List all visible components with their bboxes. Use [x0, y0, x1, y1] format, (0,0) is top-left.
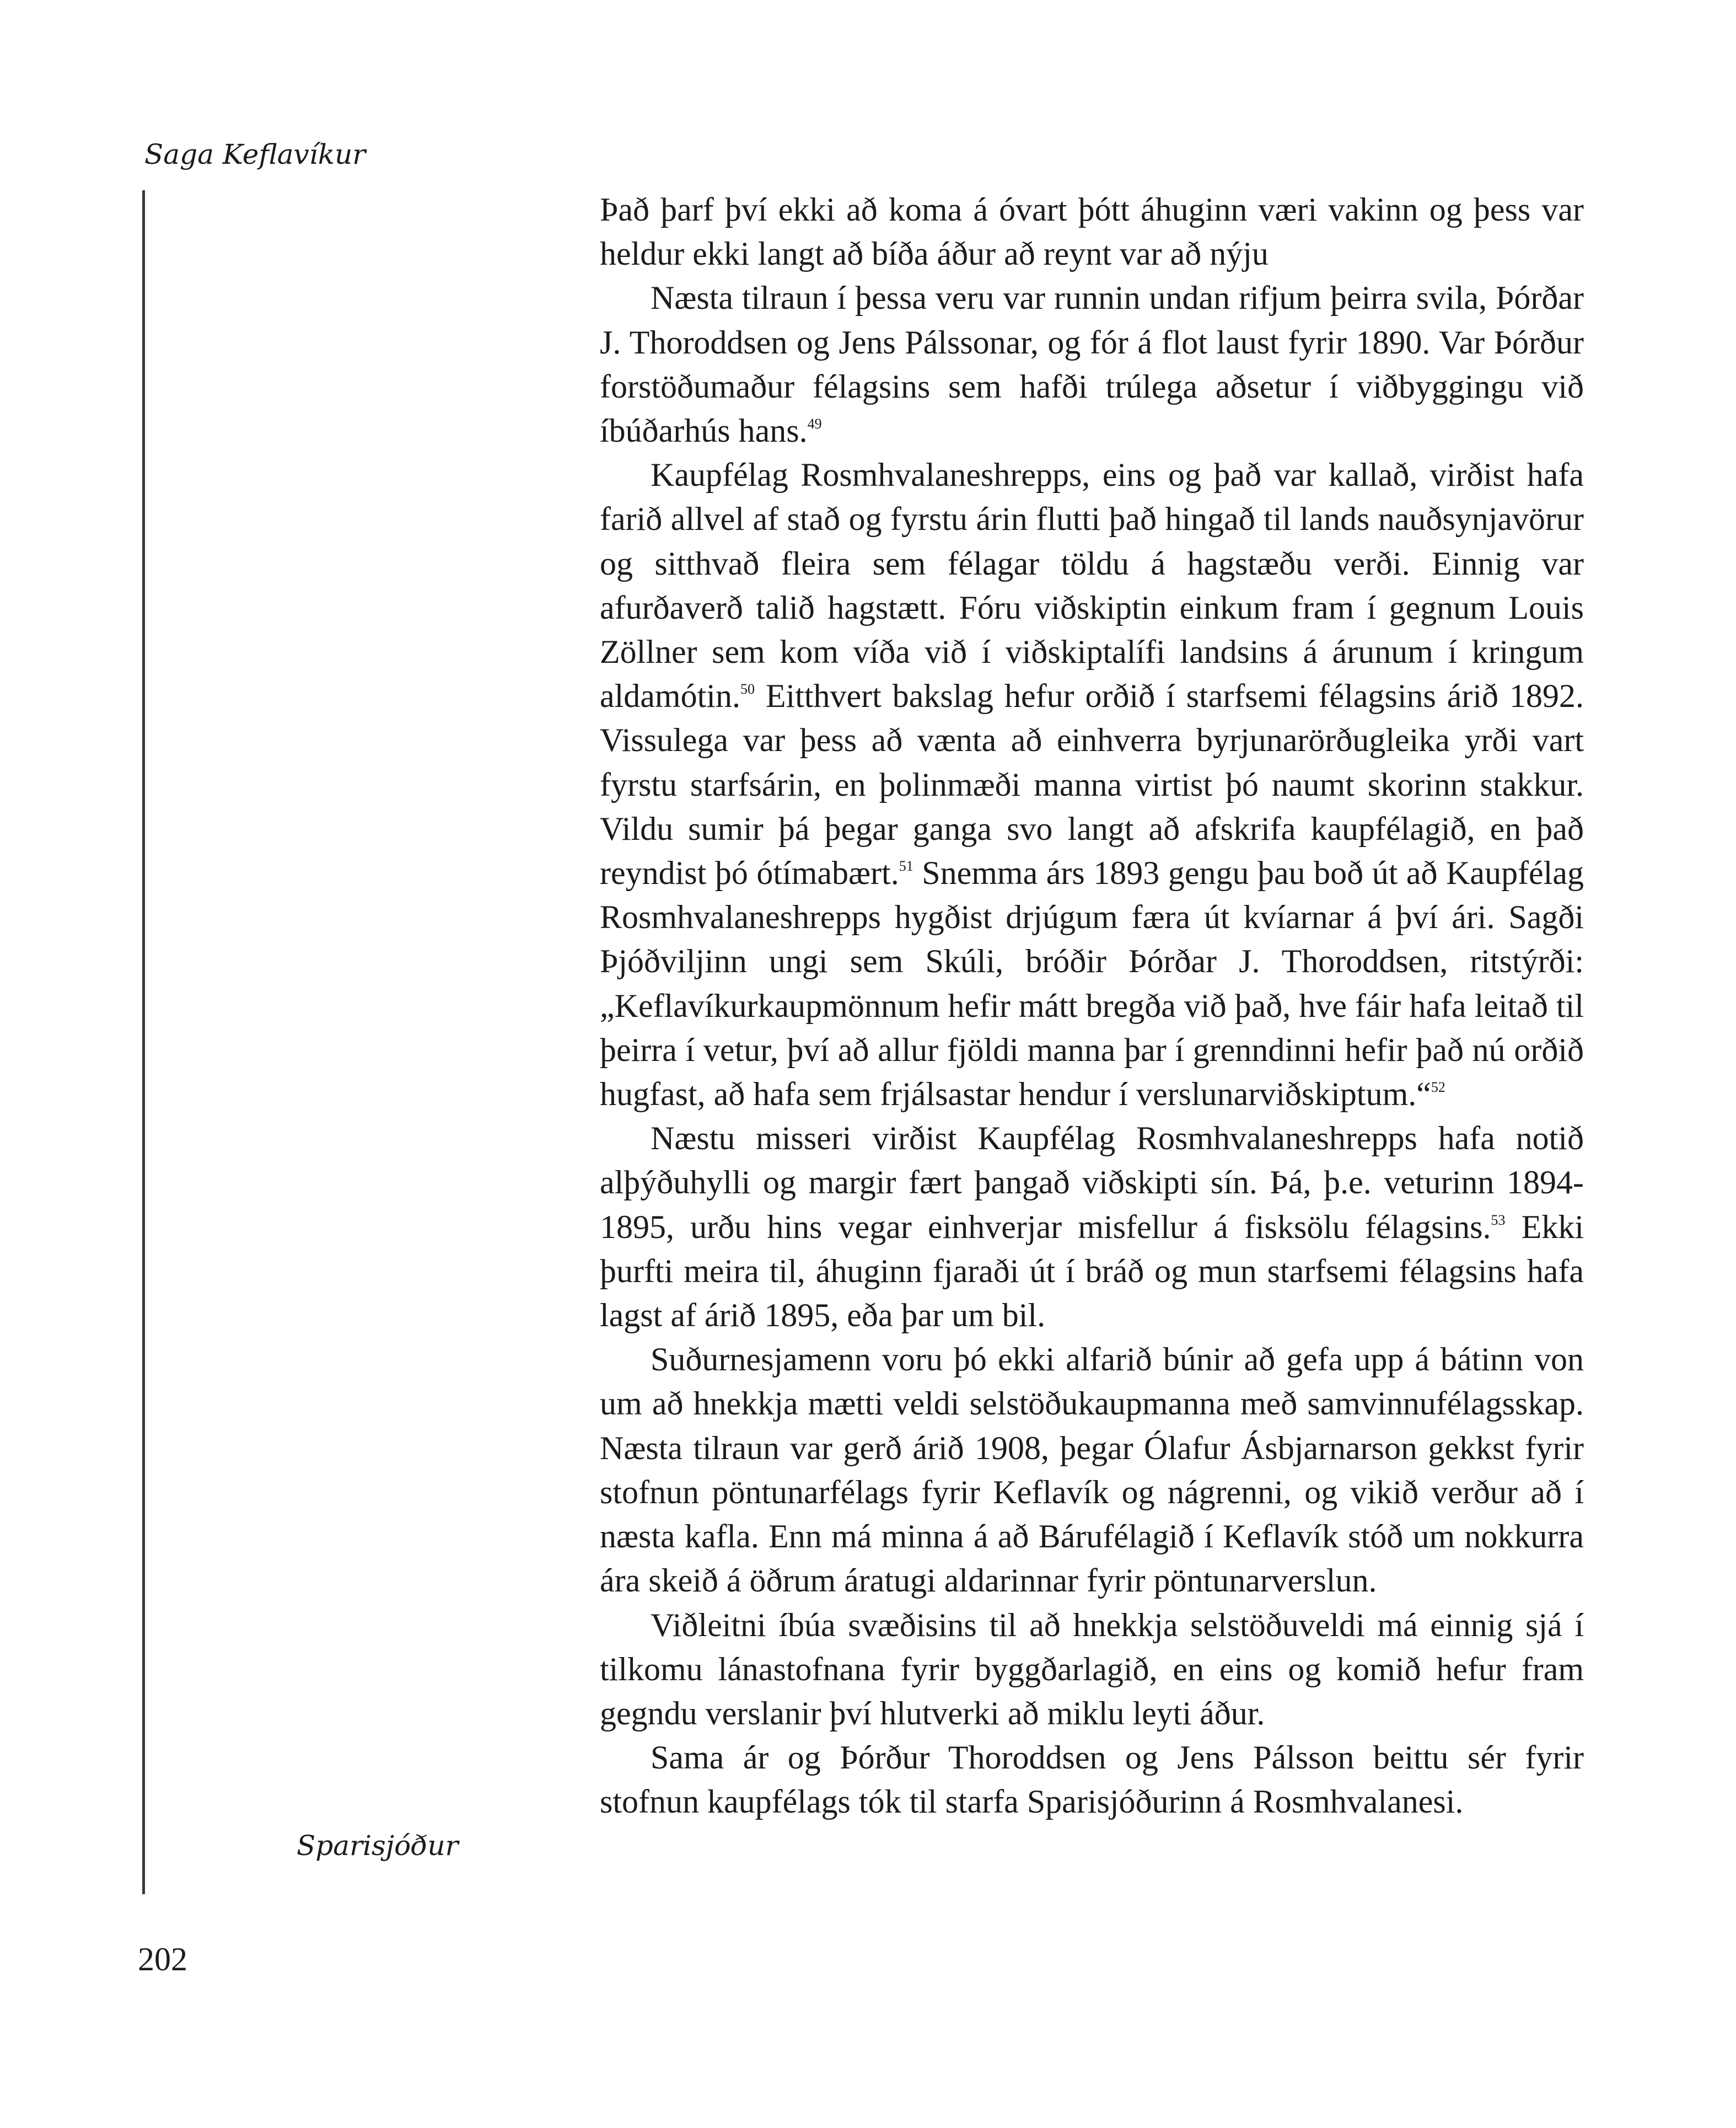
paragraph-6	[600, 1603, 1584, 1736]
text-run: Næsta tilraun í þessa veru var runnin undan rifjum þeirra svila, Þórðar J. Thoroddsen og Jens Pálssonar, og fór á flot laust fyrir 1890. Var Þórður forstöðumaður félagsins sem hafði trúlega aðsetur í viðbyggingu við íbúðarhús hans.	[600, 280, 1584, 449]
footnote-ref: 51	[899, 858, 913, 875]
margin-note: Sparisjóður	[297, 1830, 459, 1862]
margin-rule	[142, 190, 145, 1894]
footnote-ref: 49	[807, 416, 822, 432]
text-run: Það þarf því ekki að koma á óvart þótt áhuginn væri vakinn og þess var heldur ekki langt að bíða áður að reynt var að nýju	[600, 191, 1584, 272]
paragraph-4	[600, 1116, 1584, 1337]
footnote-ref: 53	[1491, 1212, 1506, 1228]
text-run: Ekki þurfti meira til, áhuginn fjaraði út í bráð og mun starfsemi félagsins hafa lagst af árið 1895, eða þar um bil.	[600, 1208, 1584, 1334]
paragraph-5	[600, 1337, 1584, 1602]
text-run: Eitthvert bakslag hefur orðið í starfsemi félagsins árið 1892. Vissulega var þess að vænta að einhverra byrjunarörðugleika yrði vart fyrstu starfsárin, en þolinmæði manna virtist þó naumt skorinn stakkur. Vildu sumir þá þegar ganga svo langt að afskrifa kaupfélagið, en það reyndist þó ótímabært.	[600, 678, 1584, 892]
text-run: Viðleitni íbúa svæðisins til að hnekkja selstöðuveldi má einnig sjá í tilkomu lánastofnana fyrir byggðarlagið, en eins og komið hefur fram gegndu verslanir því hlutverki að miklu leyti áður.	[600, 1606, 1584, 1732]
body-text	[600, 187, 1584, 1824]
text-run: Næstu misseri virðist Kaupfélag Rosmhvalaneshrepps hafa notið alþýðuhylli og margir fært þangað viðskipti sín. Þá, þ.e. veturinn 1894-1895, urðu hins vegar einhverjar misfellur á fisksölu félagsins.	[600, 1120, 1584, 1245]
running-header: Saga Keflavíkur	[144, 138, 366, 170]
paragraph-2	[600, 276, 1584, 453]
footnote-ref: 50	[740, 681, 755, 698]
page-number: 202	[138, 1941, 187, 1977]
text-run: Kaupfélag Rosmhvalaneshrepps, eins og það var kallað, virðist hafa farið allvel af stað og fyrstu árin flutti það hingað til lands nauðsynjavörur og sitthvað fleira sem félagar töldu á hagstæðu verði. Einnig var afurðaverð talið hagstætt. Fóru viðskiptin einkum fram í gegnum Louis Zöllner sem kom víða við í viðskiptalífi landsins á árunum í kringum aldamótin.	[600, 457, 1584, 715]
paragraph-7	[600, 1735, 1584, 1824]
text-run: Snemma árs 1893 gengu þau boð út að Kaupfélag Rosmhvalaneshrepps hygðist drjúgum færa út kvíarnar á því ári. Sagði Þjóðviljinn ungi sem Skúli, bróðir Þórðar J. Thoroddsen, ritstýrði: „Keflavíkurkaupmönnum hefir mátt bregða við það, hve fáir hafa leitað til þeirra í vetur, því að allur fjöldi manna þar í grenndinni hefir það nú orðið hugfast, að hafa sem frjálsastar hendur í verslunarviðskiptum.“	[600, 855, 1584, 1113]
paragraph-3	[600, 453, 1584, 1116]
paragraph-1	[600, 187, 1584, 276]
footnote-ref: 52	[1431, 1079, 1445, 1096]
text-run: Sama ár og Þórður Thoroddsen og Jens Pálsson beittu sér fyrir stofnun kaupfélags tók til starfa Sparisjóðurinn á Rosmhvalanesi.	[600, 1739, 1584, 1820]
text-run: Suðurnesjamenn voru þó ekki alfarið búnir að gefa upp á bátinn von um að hnekkja mætti veldi selstöðukaupmanna með samvinnufélagsskap. Næsta tilraun var gerð árið 1908, þegar Ólafur Ásbjarnarson gekkst fyrir stofnun pöntunarfélags fyrir Keflavík og nágrenni, og vikið verður að í næsta kafla. Enn má minna á að Bárufélagið í Keflavík stóð um nokkurra ára skeið á öðrum áratugi aldarinnar fyrir pöntunarverslun.	[600, 1341, 1584, 1599]
